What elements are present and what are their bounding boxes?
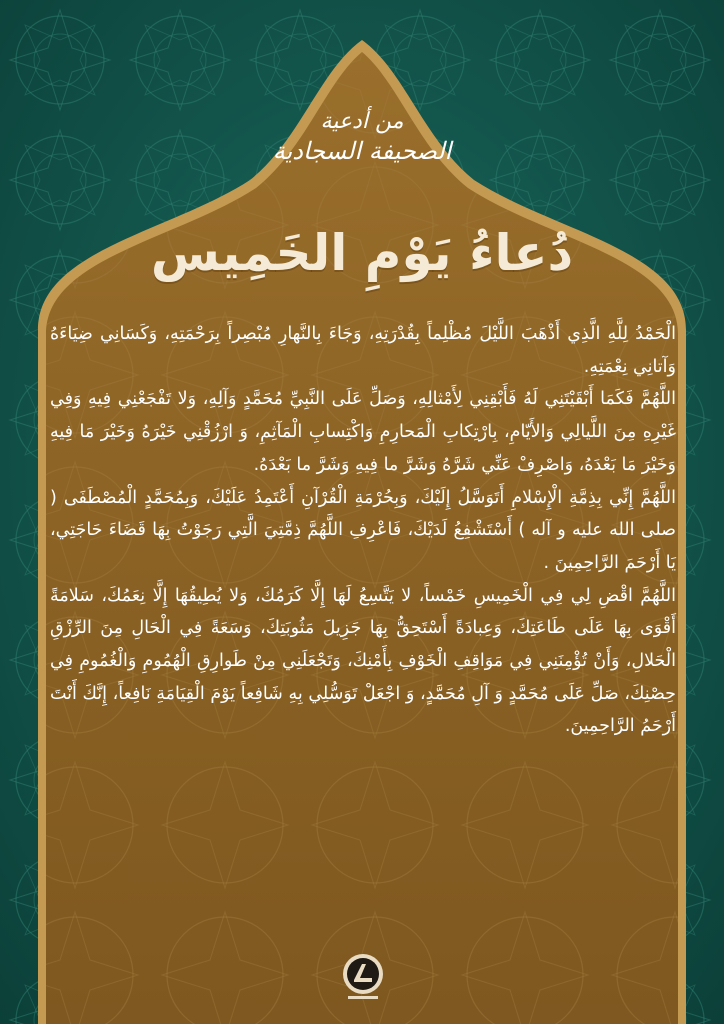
paragraph-3: اللَّهُمَّ إِنِّي بِذِمَّةِ الْإِسْلامِ أَتَوَسَّلُ إِلَيْكَ، وَبِحُرْمَةِ الْقُرْآنِ أَعْتَمِدُ عَلَيْكَ، وَبِمُحَمَّدٍ الْمُصْطَفَى ( صلى الله عليه و آله ) أَسْتَشْفِعُ لَدَيْكَ، فَاعْرِفِ اللَّهُمَّ ذِمَّتِيَ الَّتِي رَجَوْتُ بِهَا قَضَاءَ حَاجَتِي، يَا أَرْحَمَ الرَّاحِمِينَ .	[50, 487, 676, 573]
paragraph-4: اللَّهُمَّ اقْضِ لِي فِي الْخَمِيسِ خَمْساً، لا يَتَّسِعُ لَهَا إِلَّا كَرَمُكَ، وَلا يُطِيقُهَا إِلَّا نِعَمُكَ، سَلامَةً أَقْوَى بِهَا عَلَى طَاعَتِكَ، وَعِبادَةً أَسْتَحِقُّ بِهَا جَزِيلَ مَثُوبَتِكَ، وَسَعَةً فِي الْحَالِ مِنَ الرِّزْقِ الْحَلالِ، وَأَنْ تُؤْمِنَنِي فِي مَوَاقِفِ الْخَوْفِ بِأَمْنِكَ، وَتَجْعَلَنِي مِنْ طَوارِقِ الْهُمُومِ وَالْغُمُومِ فِي حِصْنِكَ، صَلِّ عَلَى مُحَمَّدٍ وَ آلِ مُحَمَّدٍ، وَ اجْعَلْ تَوَسُّلِي بِهِ شَافِعاً يَوْمَ الْقِيَامَةِ نَافِعاً، إِنَّكَ أَنْتَ أَرْحَمُ الرَّاحِمِينَ.	[50, 585, 676, 737]
header-line-2: الصحيفة السجادية	[272, 137, 452, 165]
header-subtitle	[212, 108, 512, 166]
paragraph-1: الْحَمْدُ لِلَّهِ الَّذِي أَذْهَبَ اللَّيْلَ مُظْلِماً بِقُدْرَتِهِ، وَجَاءَ بِالنَّهارِ مُبْصِراً بِرَحْمَتِهِ، وَكَسَانِي ضِيَاءَهُ وَآتانِي نِعْمَتِهِ.	[50, 324, 676, 377]
header-line-1: من أدعية	[320, 109, 404, 134]
logo-emblem-icon	[340, 950, 386, 1006]
paragraph-2: اللَّهُمَّ فَكَمَا أَبْقَيْتَنِي لَهُ فَأَبْقِنِي لِأَمْثالِهِ، وَصَلِّ عَلَى النَّبِيِّ مُحَمَّدٍ وَآلِهِ، وَلا تَفْجَعْنِي فِيهِ وَفِي غَيْرِهِ مِنَ اللَّيالِي وَالأَيّامِ، بِارْتِكابِ الْمَحارِمِ وَاكْتِسابِ الْمَآثِمِ، وَ ارْزُقْنِي خَيْرَهُ وَخَيْرَ مَا فِيهِ وَخَيْرَ مَا بَعْدَهُ، وَاصْرِفْ عَنِّي شَرَّهُ وَشَرَّ ما فِيهِ وَشَرَّ ما بَعْدَهُ.	[50, 389, 676, 475]
prayer-text	[50, 318, 676, 743]
page-title: دُعاءُ يَوْمِ الخَمِيس	[150, 224, 574, 282]
